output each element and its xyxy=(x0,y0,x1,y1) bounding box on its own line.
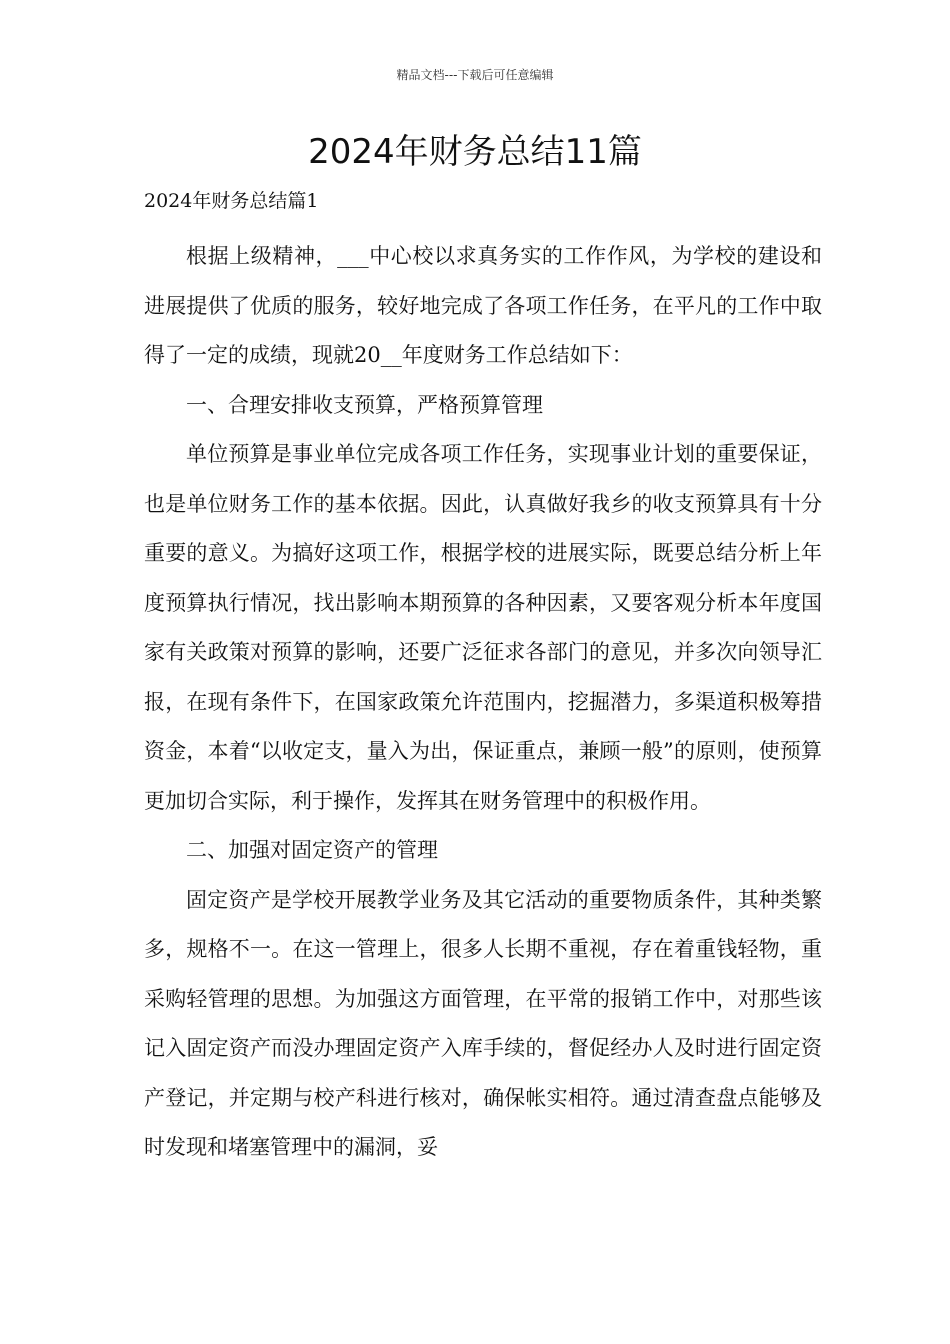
section-heading-fixed-assets: 二、加强对固定资产的管理 xyxy=(186,838,438,862)
document-title: 2024年财务总结11篇 xyxy=(308,132,642,172)
section-subtitle: 2024年财务总结篇1 xyxy=(144,190,319,212)
paragraph-fixed-assets: 固定资产是学校开展教学业务及其它活动的重要物质条件，其种类繁多，规格不一。在这一管理上，很多人长期不重视，存在着重钱轻物，重采购轻管理的思想。为加强这方面管理，在平常的报销工作中，对那些该记入固定资产而没办理固定资产入库手续的，督促经办人及时进行固定资产登记，并定期与校产科进行核对，确保帐实相符。通过清查盘点能够及时发现和堵塞管理中的漏洞，妥 xyxy=(144,887,822,1159)
header-note: 精品文档---下载后可任意编辑 xyxy=(396,68,554,82)
document-body xyxy=(144,232,822,1173)
paragraph-intro: 根据上级精神，___中心校以求真务实的工作作风，为学校的建设和进展提供了优质的服务，较好地完成了各项工作任务，在平凡的工作中取得了一定的成绩，现就20__年度财务工作总结如下： xyxy=(144,244,822,367)
paragraph-budget: 单位预算是事业单位完成各项工作任务，实现事业计划的重要保证，也是单位财务工作的基本依据。因此，认真做好我乡的收支预算具有十分重要的意义。为搞好这项工作，根据学校的进展实际，既要总结分析上年度预算执行情况，找出影响本期预算的各种因素，又要客观分析本年度国家有关政策对预算的影响，还要广泛征求各部门的意见，并多次向领导汇报，在现有条件下，在国家政策允许范围内，挖掘潜力，多渠道积极筹措资金，本着“以收定支，量入为出，保证重点，兼顾一般”的原则，使预算更加切合实际，利于操作，发挥其在财务管理中的积极作用。 xyxy=(144,442,822,813)
section-heading-budget: 一、合理安排收支预算，严格预算管理 xyxy=(186,392,543,417)
